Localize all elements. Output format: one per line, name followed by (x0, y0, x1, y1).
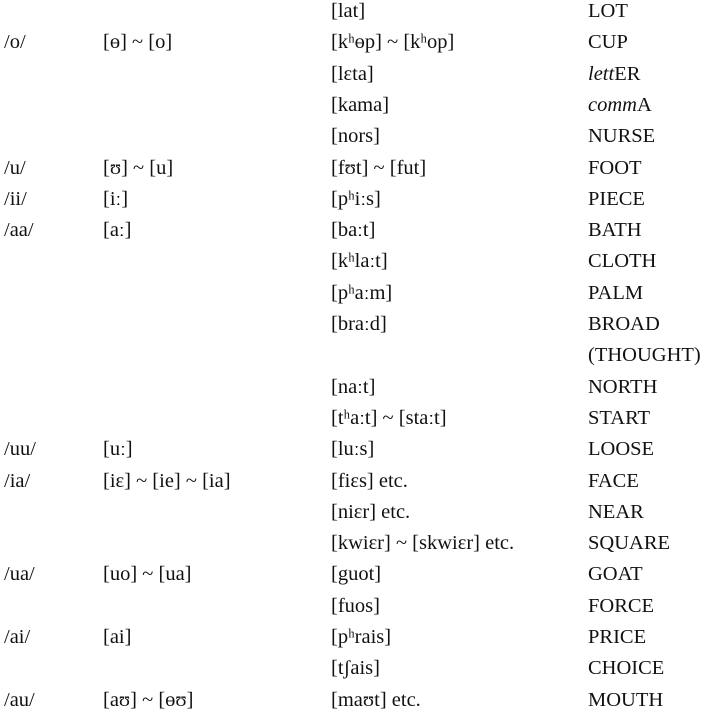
table-row (0, 59, 711, 90)
table-row (0, 528, 711, 559)
table-row (0, 0, 711, 27)
example-cell: [nors] (331, 125, 380, 148)
phoneme-cell: /au/ (4, 688, 35, 711)
lexical-set-cell: CUP (588, 31, 628, 54)
phonetic-cell: [uː] (103, 438, 133, 461)
example-cell: [pʰaːm] (331, 281, 393, 304)
example-cell: [kʰlaːt] (331, 250, 388, 273)
phoneme-cell: /ii/ (4, 187, 27, 210)
example-cell: [fuos] (331, 594, 380, 617)
lexical-set-italic-part: lett (588, 62, 615, 85)
phonetic-cell: [ai] (103, 626, 132, 648)
lexical-set-cell: PRICE (588, 626, 647, 648)
table-row (0, 403, 711, 434)
lexical-set-cell: BROAD (588, 313, 660, 335)
example-cell: [niɛr] etc. (331, 500, 411, 523)
table-row (0, 184, 711, 215)
phoneme-cell: /uu/ (4, 438, 36, 461)
table-row (0, 278, 711, 309)
example-cell: [pʰiːs] (331, 187, 381, 210)
phoneme-cell: /ai/ (4, 626, 31, 648)
table-row (0, 153, 711, 184)
lexical-set-cell: NORTH (588, 375, 658, 398)
lexical-set-cell: (THOUGHT) (588, 344, 701, 367)
example-cell: [kwiɛr] ~ [skwiɛr] etc. (331, 532, 515, 555)
table-row (0, 591, 711, 622)
table-row (0, 434, 711, 465)
phoneme-cell: /ia/ (4, 469, 31, 492)
example-cell: [braːd] (331, 313, 387, 335)
example-cell: [tʃais] (331, 657, 380, 680)
phoneme-cell: /o/ (4, 31, 26, 54)
table-row (0, 559, 711, 590)
phoneme-cell: /u/ (4, 156, 26, 179)
phonetic-cell: [ʊ] ~ [u] (103, 156, 174, 179)
lexical-set-caps-part: ER (614, 62, 641, 85)
example-cell: [tʰaːt] ~ [staːt] (331, 406, 447, 429)
example-cell: [luːs] (331, 438, 375, 461)
phonetic-cell: [aː] (103, 219, 132, 242)
example-cell: [guot] (331, 563, 382, 586)
example-cell: [fʊt] ~ [fut] (331, 156, 427, 179)
table-row (0, 497, 711, 528)
table-row (0, 340, 711, 371)
example-cell: [fiɛs] etc. (331, 469, 408, 492)
table-row (0, 622, 711, 653)
lexical-set-cell: FOOT (588, 156, 642, 179)
phonetic-cell: [ɵ] ~ [o] (103, 31, 173, 54)
table-row (0, 466, 711, 497)
phonetic-cell: [uo] ~ [ua] (103, 563, 192, 586)
lexical-set-cell: NURSE (588, 125, 656, 148)
example-cell: [kama] (331, 93, 390, 116)
lexical-set-cell (588, 90, 652, 121)
example-cell: [pʰrais] (331, 626, 392, 648)
phonetic-cell: [iɛ] ~ [ie] ~ [ia] (103, 469, 231, 492)
lexical-set-cell: CHOICE (588, 657, 665, 680)
example-cell: [baːt] (331, 219, 376, 242)
lexical-set-cell: GOAT (588, 563, 643, 586)
example-cell: [naːt] (331, 375, 376, 398)
table-row (0, 372, 711, 403)
table-row (0, 121, 711, 152)
lexical-set-cell: LOT (588, 0, 628, 22)
example-cell: [maʊt] etc. (331, 688, 421, 711)
lexical-set-cell: FACE (588, 469, 639, 492)
phoneme-cell: /ua/ (4, 563, 35, 586)
table-row (0, 90, 711, 121)
lexical-set-cell: LOOSE (588, 438, 655, 461)
example-cell: [lat] (331, 0, 366, 22)
lexical-set-cell: PALM (588, 281, 644, 304)
lexical-set-cell: MOUTH (588, 688, 664, 711)
phonetic-cell: [aʊ] ~ [ɵʊ] (103, 688, 194, 711)
lexical-set-cell: FORCE (588, 594, 655, 617)
lexical-set-cell: PIECE (588, 187, 645, 210)
table-row (0, 309, 711, 340)
lexical-set-cell: CLOTH (588, 250, 657, 273)
phonetic-cell: [iː] (103, 187, 129, 210)
example-cell: [kʰɵp] ~ [kʰop] (331, 31, 455, 54)
phoneme-cell: /aa/ (4, 219, 34, 242)
table-row (0, 246, 711, 277)
example-cell: [lɛta] (331, 62, 374, 85)
lexical-set-cell: START (588, 406, 651, 429)
lexical-set-caps-part: A (636, 93, 652, 116)
lexical-set-cell (588, 59, 640, 90)
table-row (0, 685, 711, 716)
lexical-set-cell: BATH (588, 219, 642, 242)
table-row (0, 27, 711, 58)
lexical-set-cell: NEAR (588, 500, 644, 523)
table-row (0, 653, 711, 684)
lexical-set-italic-part: comm (588, 93, 637, 116)
table-row (0, 215, 711, 246)
lexical-set-cell: SQUARE (588, 532, 671, 555)
